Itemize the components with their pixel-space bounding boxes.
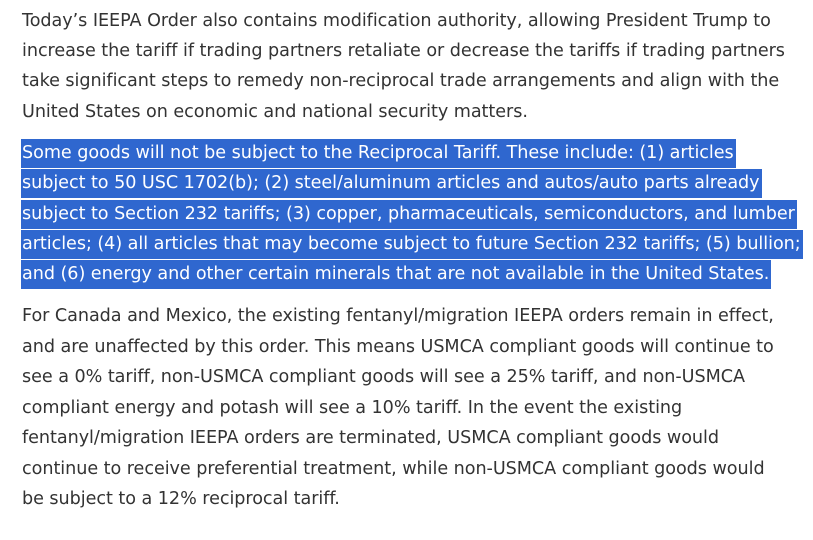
paragraph-line: see a 0% tariff, non-USMCA compliant goods will see a 25% tariff, and non-USMCA — [22, 367, 745, 387]
paragraph-line: Today’s IEEPA Order also contains modification authority, allowing President Trump to — [22, 11, 771, 31]
paragraph-line: and are unaffected by this order. This means USMCA compliant goods will continue to — [22, 337, 774, 357]
paragraph-line: increase the tariff if trading partners retaliate or decrease the tariffs if trading partners — [22, 41, 785, 61]
selected-text-line[interactable]: subject to 50 USC 1702(b); (2) steel/aluminum articles and autos/auto parts already — [21, 169, 762, 198]
paragraph-line: United States on economic and national security matters. — [22, 102, 528, 122]
paragraph-line: be subject to a 12% reciprocal tariff. — [22, 489, 340, 509]
selected-text-line[interactable]: and (6) energy and other certain minerals that are not available in the United States. — [21, 260, 771, 289]
selected-text-line[interactable]: articles; (4) all articles that may become subject to future Section 232 tariffs; (5) bullion; — [21, 230, 803, 259]
selected-text-line[interactable]: subject to Section 232 tariffs; (3) copper, pharmaceuticals, semiconductors, and lumber — [21, 200, 797, 229]
paragraph-line: fentanyl/migration IEEPA orders are terminated, USMCA compliant goods would — [22, 428, 719, 448]
paragraph-line: For Canada and Mexico, the existing fentanyl/migration IEEPA orders remain in effect, — [22, 306, 774, 326]
paragraph-line: compliant energy and potash will see a 10% tariff. In the event the existing — [22, 398, 683, 418]
paragraph-line: continue to receive preferential treatment, while non-USMCA compliant goods would — [22, 459, 765, 479]
paragraph-line: take significant steps to remedy non-reciprocal trade arrangements and align with the — [22, 71, 780, 91]
selected-text-line[interactable]: Some goods will not be subject to the Reciprocal Tariff. These include: (1) articles — [21, 139, 736, 168]
